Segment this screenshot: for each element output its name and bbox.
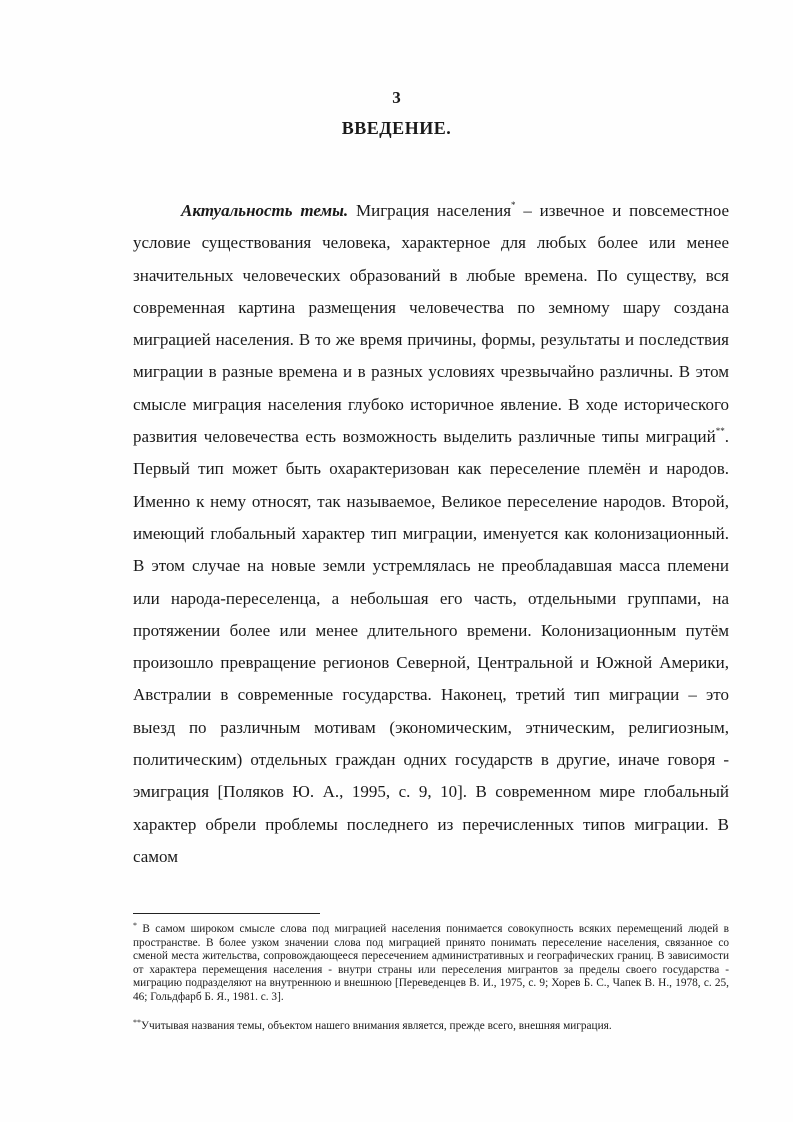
footnote-divider [133,913,320,914]
footnote-1 [133,923,729,1005]
section-lead-in: Актуальность темы. [181,201,349,220]
footnote-1-text: В самом широком смысле слова под миграцией населения понимается совокупность всяких перемещений людей в пространстве. В более узком значении слова под миграцией принято понимать переселение населения, связанное со сменой места жительства, сопровождающееся пересечением административных и географических границ. В зависимости от характера перемещения населения - внутри страны или переселения мигрантов за пределы своего государства - миграцию подразделяют на внутреннюю и внешнюю [Переведенцев В. И., 1975, с. 9; Хорев Б. С., Чапек В. Н., 1978, с. 25, 46; Гольдфарб Б. Я., 1981. с. 3]. [133,923,729,1003]
footnote-ref-1[interactable]: * [511,200,516,210]
page-title: ВВЕДЕНИЕ. [341,118,452,138]
page-number: 3 [392,88,401,107]
main-paragraph [133,195,729,873]
footnotes-section [133,923,729,1033]
footnote-2-mark: ** [133,1017,141,1027]
paragraph-text-part-2: – извечное и повсеместное условие существования человека, характерное для любых более или менее значительных человеческих образований в любые времена. По существу, вся современная картина размещения человечества по земному шару создана миграцией населения. В то же время причины, формы, результаты и последствия миграции в разные времена и в разных условиях чрезвычайно различны. В этом смысле миграция населения глубоко историчное явление. В ходе исторического развития человечества есть возможность выделить различные типы миграций [133,201,729,447]
footnote-1-mark: * [133,921,137,930]
footnote-2-text: Учитывая названия темы, объектом нашего внимания является, прежде всего, внешняя миграция. [141,1019,612,1032]
paragraph-text-part-1: Миграция населения [348,201,512,220]
footnote-ref-2[interactable]: ** [715,426,725,437]
paragraph-text-part-3: . Первый тип может быть охарактеризован как переселение племён и народов. Именно к нему относят, так называемое, Великое переселение народов. Второй, имеющий глобальный характер тип миграции, именуется как колонизационный. В этом случае на новые земли устремлялась не преобладавшая масса племени или народа-переселенца, а небольшая его часть, отдельными группами, на протяжении более или менее длительного времени. Колонизационным путём произошло превращение регионов Северной, Центральной и Южной Америки, Австралии в современные государства. Наконец, третий тип миграции – это выезд по различным мотивам (экономическим, этническим, религиозным, политическим) отдельных граждан одних государств в другие, иначе говоря - эмиграция [Поляков Ю. А., 1995, с. 9, 10]. В современном мире глобальный характер обрели проблемы последнего из перечисленных типов миграции. В самом [133,427,729,866]
footnote-2 [133,1017,729,1034]
